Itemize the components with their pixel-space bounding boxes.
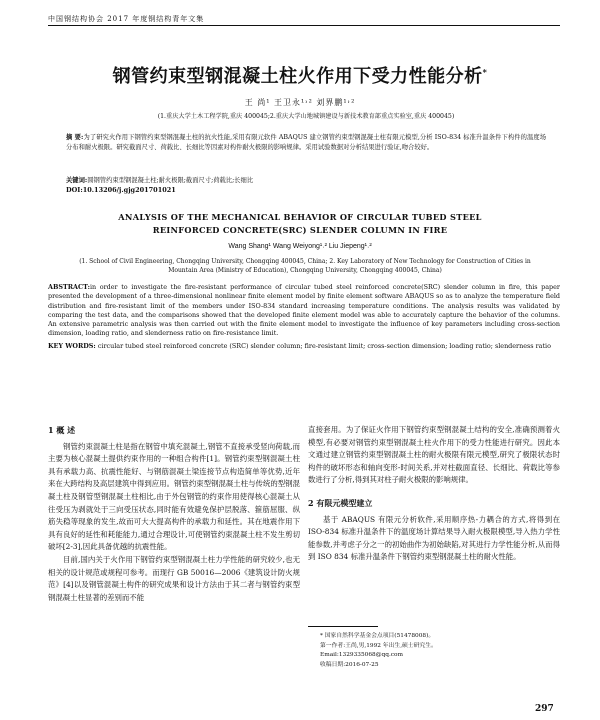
authors-en: Wang Shang¹ Wang Weiyong¹˒² Liu Jiepeng¹˒² <box>228 243 372 250</box>
abstract-cn-label: 摘 要: <box>66 134 84 141</box>
body-column-left <box>48 424 300 604</box>
section-1-paragraph-2: 目前,国内关于火作用下钢管约束型钢混凝土柱力学性能的研究较少,也无相关的设计规范或规程可参考。而现行 GB 50016—2006《建筑设计防火规范》[4]以及钢管混凝土构件的研究成果和设计方法由于其二者与钢管约束型钢混凝土柱显著的差别而不能 <box>48 554 300 602</box>
footnote-email: Email:1329335068@qq.com <box>320 652 404 659</box>
paper-title-cn <box>0 62 600 88</box>
footnote-author: 第一作者:王尚,男,1992 年出生,硕士研究生。 <box>320 642 437 649</box>
doi: DOI:10.13206/j.gjg201701021 <box>66 186 176 194</box>
keywords-cn-label: 关键词: <box>66 177 88 184</box>
abstract-cn-text: 为了研究火作用下钢管约束型钢混凝土柱的抗火性能,采用有限元软件 ABAQUS 建立钢管约束型钢混凝土柱有限元模型,分析 ISO-834 标准升温条件下构件的温度场分布和耐火极限。研究截面尺寸、荷载比、长细比等因素对构件耐火极限的影响规律。采用试验数据对分析结果进行验证,吻合较好。 <box>66 134 546 151</box>
footnotes <box>308 632 560 670</box>
page-number: 297 <box>535 704 554 714</box>
affiliation-en: (1. School of Civil Engineering, Chongqing University, Chongqing 400045, China; 2. Key Laboratory of New Technology for Construction of Cities in Mountain Area (Ministry of Education), Chongqing University, Chongqing 400045, China) <box>79 258 531 274</box>
affiliation-cn: (1.重庆大学土木工程学院,重庆 400045;2.重庆大学山地城镇建设与新技术教育部重点实验室,重庆 400045) <box>157 113 455 120</box>
section-1-paragraph-3: 直接套用。为了保证火作用下钢管约束型钢混凝土结构的安全,准确预测着火模型,有必要对钢管约束型钢混凝土柱火作用下的受力性能进行研究。因此本文通过建立钢管约束型钢混凝土柱的耐火极限有限元模型,研究了极限状态时构件的破坏形态和轴向变形-时间关系,并对柱截面直径、长细比、荷载比等参数进行了分析,得到其对柱子耐火极限的影响规律。 <box>308 425 560 485</box>
paper-title-en <box>0 211 600 237</box>
abstract-en-label: ABSTRACT: <box>48 283 90 291</box>
keywords-en-label: KEY WORDS: <box>48 342 96 350</box>
section-1-paragraph-1: 钢管约束混凝土柱是指在钢管中填充混凝土,钢管不直接承受竖向荷载,而主要为核心混凝土提供约束作用的一种组合构件[1]。钢管约束型钢混凝土柱具有承载力高、抗震性能好、与钢筋混凝土梁连接节点构造简单等优势,近年来在大跨结构及高层建筑中得到应用。钢管约束型钢混凝土柱与传统的型钢混凝土柱及钢管型钢混凝土柱相比,由于外包钢管的约束作用使得核心混凝土从往受压为剥就处于三向受压状态,同时能有效避免保护层脱落、箍筋屈服、纵筋失稳等现象的发生,故而可大大提高构件的承载力和延性。其在地震作用下具有良好的延性和耗能能力,通过合理设计,可使钢管约束混凝土柱不发生剪切破坏[2-3],因此具备优越的抗震性能。 <box>48 441 300 552</box>
title-footnote-mark: * <box>482 67 488 77</box>
section-1-heading: 1 概 述 <box>48 425 76 435</box>
keywords-en-text: circular tubed steel reinforced concrete (SRC) slender column; fire-resistant limit; cross-section dimension; loading ratio; slenderness ratio <box>97 342 551 350</box>
footnote-rule <box>308 626 378 627</box>
footnote-funding: * 国家自然科学基金会点项目(51478008)。 <box>320 633 435 639</box>
paper-title-en-line2: REINFORCED CONCRETE(SRC) SLENDER COLUMN IN FIRE <box>152 225 448 235</box>
running-header: 中国钢结构协会 2017 年度钢结构青年文集 <box>48 15 205 23</box>
keywords-en <box>48 342 560 351</box>
authors-cn: 王 尚¹ 王卫永¹˒² 刘界鹏¹˒² <box>244 98 356 107</box>
abstract-en-text: in order to investigate the fire-resistant performance of circular tubed steel reinforced concrete(SRC) slender column in fire, this paper presented the development of a three-dimensional nonlinear finite element model by finite element software ABAQUS so as to analyze the temperature field distribution and fire-resistant limit of the members under ISO-834 standard increasing temperature conditions. The analysis results was validated by comparing the test data, and the comparisons showed that the developed finite element model was able to accurately capture the behavior of the columns. An extensive parametric analysis was then carried out with the finite element model to investigate the influence of key parameters including cross-section dimension, loading ratio, and slenderness ratio on fire-resistance limit. <box>48 283 560 338</box>
section-2-heading: 2 有限元模型建立 <box>308 497 373 508</box>
body-column-right <box>308 424 560 564</box>
header-rule <box>48 25 560 26</box>
abstract-en <box>48 283 560 339</box>
section-2-paragraph-1: 基于 ABAQUS 有限元分析软件,采用顺序热-力耦合的方式,将得到在 ISO-834 标准升温条件下的温度场计算结果导入耐火极限模型,导入热力学性能参数,并考虑子分之一的初始曲作为初始缺陷,对其进行力学性能分析,从而得到 ISO 834 标准升温条件下钢管约束型钢混凝土柱的耐火性能。 <box>308 514 560 562</box>
keywords-cn-text: 圆钢管约束型钢混凝土柱;耐火极限;截面尺寸;荷载比;长细比 <box>87 177 254 184</box>
paper-title-en-line1: ANALYSIS OF THE MECHANICAL BEHAVIOR OF CIRCULAR TUBED STEEL <box>118 212 482 222</box>
paper-title-cn-text: 钢管约束型钢混凝土柱火作用下受力性能分析 <box>112 66 483 87</box>
abstract-cn <box>66 133 546 153</box>
keywords-cn <box>66 176 546 186</box>
footnote-received: 收稿日期:2016-07-25 <box>320 661 379 668</box>
